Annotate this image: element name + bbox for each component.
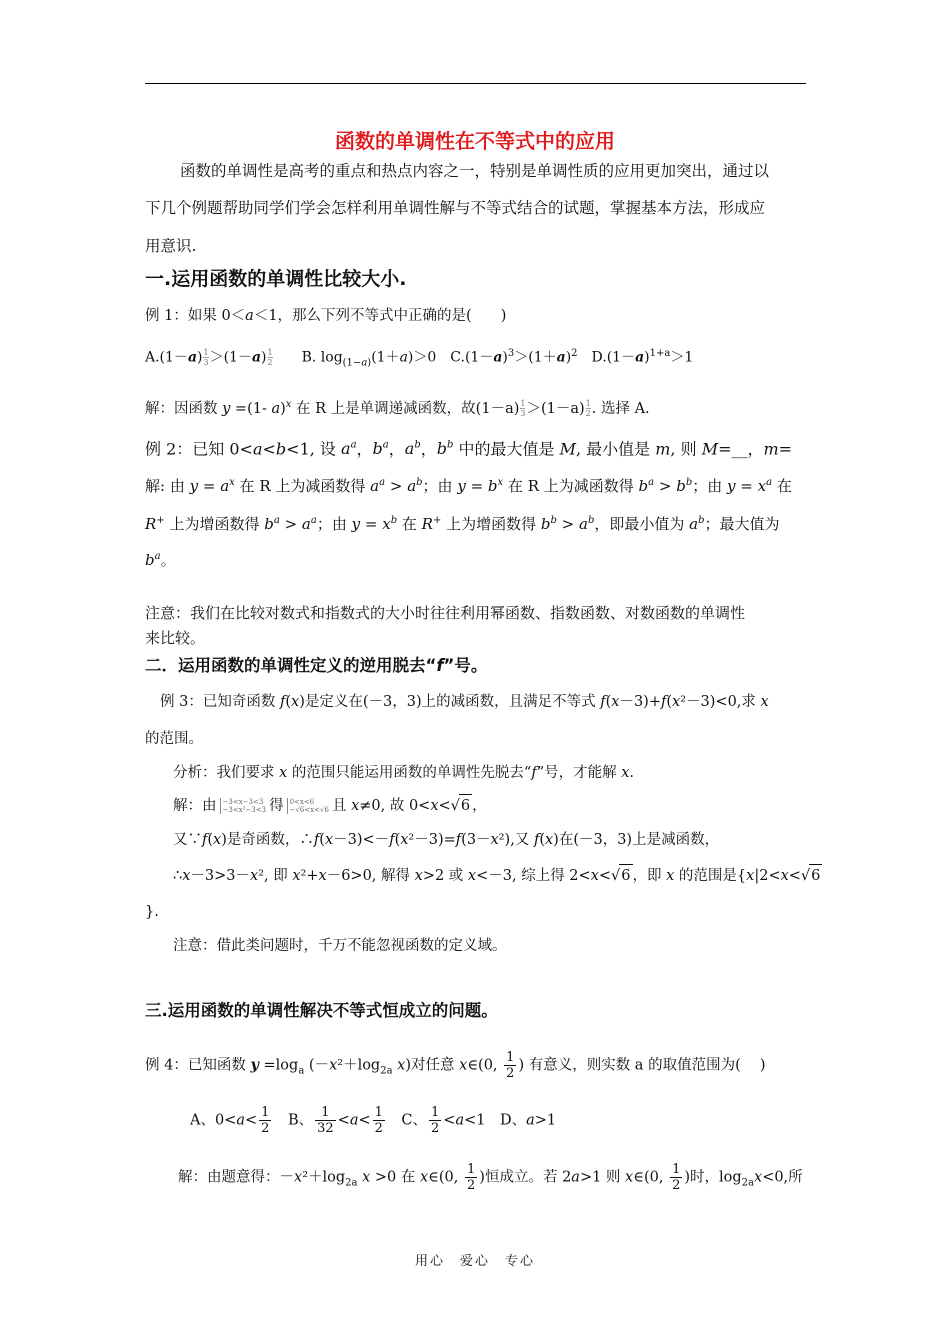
ex3-solution-4: }.: [145, 904, 159, 920]
ex3-analysis: 分析：我们要求 x 的范围只能运用函数的单调性先脱去“f”号，才能解 x.: [173, 765, 635, 781]
ex1-question: 例 1：如果 0＜a＜1，那么下列不等式中正确的是( ): [145, 308, 507, 324]
header-rule: [145, 83, 806, 84]
note1-line-2: 来比较。: [145, 629, 206, 647]
ex3-line-1: 例 3：已知奇函数 f(x)是定义在(－3，3)上的减函数，且满足不等式 f(x－3)+f(x²－3)<0,求 x: [160, 694, 769, 710]
intro-line-3: 用意识.: [145, 237, 197, 255]
ex3-solution-2: 又∵f(x)是奇函数，∴f(x－3)<－f(x²－3)=f(3－x²),又 f(x)在(－3，3)上是减函数，: [173, 832, 720, 848]
intro-line-2: 下几个例题帮助同学们学会怎样利用单调性解与不等式结合的试题，掌握基本方法，形成应: [145, 199, 766, 217]
ex1-solution: 解：因函数 y =(1- a)$^x$ 在 R 上是单调递减函数，故(1－a) $\frac{1}{3}$ ＞(1－a) $\frac{1}{2}$ . 选择 A.: [145, 399, 650, 419]
section2-heading: 二．运用函数的单调性定义的逆用脱去“f”号。: [145, 656, 488, 675]
section1-heading: 一.运用函数的单调性比较大小.: [145, 268, 407, 290]
ex4-options: A、0<a< $\frac{1}{2}$ B、 $\frac{1}{32}$ <a< $\frac{1}{2}$ C、 $\frac{1}{2}$ <a<1 D、a>1: [190, 1105, 557, 1136]
ex2-solution-1: 解: 由 $y = a^x$ 在 R 上为减函数得 $a^a > a^b$；由 $y = b^x$ 在 R 上为减函数得 $b^a > b^b$；由 $y = x^a$ 在: [145, 477, 792, 495]
ex3-solution-3: ∴x－3>3－x², 即 x²+x－6>0, 解得 x>2 或 x<－3, 综上得 2<x<√6 ，即 x 的范围是{x|2<x<√6: [173, 864, 822, 887]
ex2-question: 例 2：已知 0<a<b<1, 设 $a^a$，$b^a$，$a^b$，$b^b$ 中的最大值是 M, 最小值是 m, 则 M=__，m=: [145, 439, 793, 459]
intro-line-1: 函数的单调性是高考的重点和热点内容之一，特别是单调性质的应用更加突出，通过以: [180, 162, 770, 180]
ex3-solution-1: 解：由 −3<x−3<3 −3<x²−3<3 得 0<x<6 −√6<x<√6 且 x≠0, 故 0<x<√6 ，: [173, 794, 487, 817]
page-title: 函数的单调性在不等式中的应用: [335, 129, 615, 153]
ex3-line-2: 的范围。: [145, 731, 203, 747]
note1-line-1: 注意：我们在比较对数式和指数式的大小时往往利用幂函数、指数函数、对数函数的单调性: [145, 604, 746, 622]
ex4-solution: 解：由题意得：$-x^2+\log_{2a}$ x >0 在 x∈(0, $\frac{1}{2}$ )恒成立。若 2a>1 则 x∈(0, $\frac{1}{2}$ )时，$\log_{2a}x<0$,所: [178, 1162, 803, 1193]
ex2-solution-3: $b^a$。: [145, 551, 176, 569]
ex4-question: 例 4：已知函数 $y =\log_a$ ($-x^2+\log_{2a}$ x)对任意 x∈(0, $\frac{1}{2}$ ) 有意义，则实数 a 的取值范围为( ): [145, 1050, 766, 1081]
ex2-solution-2: R+ 上为增函数得 $b^a > a^a$；由 $y = x^b$ 在 R+ 上为增函数得 $b^b > a^b$，即最小值为 $a^b$；最大值为: [145, 515, 780, 533]
ex1-options: A.(1－a) $\frac{1}{3}$ ＞(1－a) $\frac{1}{2}$ B. $\log_{(1-a)}(1+a)>0$ $C.(1-a)^3>(1+a)^2$ $D.(1-a)^{1+a}>1$: [145, 348, 694, 369]
section3-heading: 三.运用函数的单调性解决不等式恒成立的问题。: [145, 1001, 498, 1020]
page-footer: 用心 爱心 专心: [414, 1254, 535, 1269]
note2: 注意：借此类问题时，千万不能忽视函数的定义域。: [173, 938, 507, 954]
